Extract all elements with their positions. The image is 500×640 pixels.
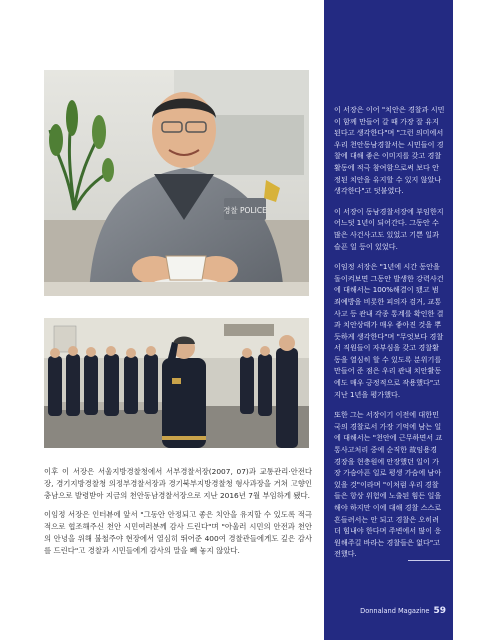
article-paragraph: 이임정 서장은 인터뷰에 앞서 "그동안 안정되고 좋은 치안을 유지할 수 있도록 적극적으로 협조해주신 천안 시민여러분께 감사 드린다"며 "아울러 시민의 안전과 천안의 안녕을 위해 불철주야 현장에서 열심히 뛰어준 400여 경찰관들에게도 깊은 감사를 드린다"고 경찰과 시민들에게 감사의 말을 빼 놓지 않았다. <box>44 509 312 556</box>
sidebar-text <box>334 104 445 569</box>
sidebar-panel <box>324 0 453 640</box>
sidebar-paragraph: 이 서장은 이어 "치안은 경찰과 시민이 함께 만들어 갈 때 가장 잘 유지된다고 생각한다"며 "그런 의미에서 우리 천안동남경찰서는 시민들이 경찰에 대해 좋은 이미지를 갖고 경찰활동에 적극 참여함으로써 보다 안정된 치안을 유지할 수 있지 않았나 생각한다"고 덧붙였다. <box>334 105 445 196</box>
article-paragraph: 이후 이 서장은 서울지방경찰청에서 서부경찰서장(2007, 07)과 교통관리·안전다장, 경기지방경찰청 의정부경찰서장과 경기북부지방경찰청 형사과장을 거쳐 고향인 충남으로 발령받아 지금의 천안동남경찰서장으로 지난 2016년 7월 부임하게 됐다. <box>44 467 312 501</box>
sidebar-paragraph: 이 서장이 동남경찰서장에 부임한지 어느덧 1년이 되어간다. 그동안 수 많은 사건사고도 있었고 기쁜 일과 슬픈 일 등이 있었다. <box>334 206 444 251</box>
article-body <box>44 466 312 563</box>
sidebar-paragraph: 또한 그는 서장이기 이전에 대한민국의 경찰로서 가장 기억에 남는 일에 대해서는 "천안에 근무하면서 교통사고처리 중에 순직한 故임용경 경장을 현충원에 안장했던 일이 가장 가슴아픈 일로 평생 가슴에 남아 있을 것"이라며 "이처럼 우리 경찰들은 항상 위험에 노출된 힘든 일을 해야 하지만 이에 대해 경찰 스스로 흔들려서는 안 되고 경찰은 오히려 더 힘내야 한다며 주변에서 많이 응원해주길 바라는 경찰들은 없다"고 전했다. <box>334 410 443 559</box>
magazine-name: Donnaland Magazine <box>360 607 430 615</box>
page-number: 59 <box>433 606 446 616</box>
sidebar-paragraph: 이임정 서장은 "1년에 시간 동안을 돌이켜보면 그동안 발생한 강력사건에 대해서는 100%해결이 됐고 범죄예방을 비롯한 피의자 검거, 교통사고 등 관내 각종 통계를 확인한 결과 치안상태가 매우 좋아진 것을 뿌듯하게 생각한다"며 "무엇보다 경찰서 직원들이 자부심을 갖고 경찰활동을 열심히 할 수 있도록 분위기를 만들어 준 점은 우리 관내 치안활동에도 매우 긍정적으로 작용했다"고 지난 1년을 평가했다. <box>334 262 444 399</box>
divider <box>408 560 450 561</box>
name-tag: 경찰 POLICE <box>223 206 267 215</box>
page-footer <box>334 606 446 616</box>
portrait-photo <box>44 70 309 296</box>
salute-photo <box>44 318 309 448</box>
